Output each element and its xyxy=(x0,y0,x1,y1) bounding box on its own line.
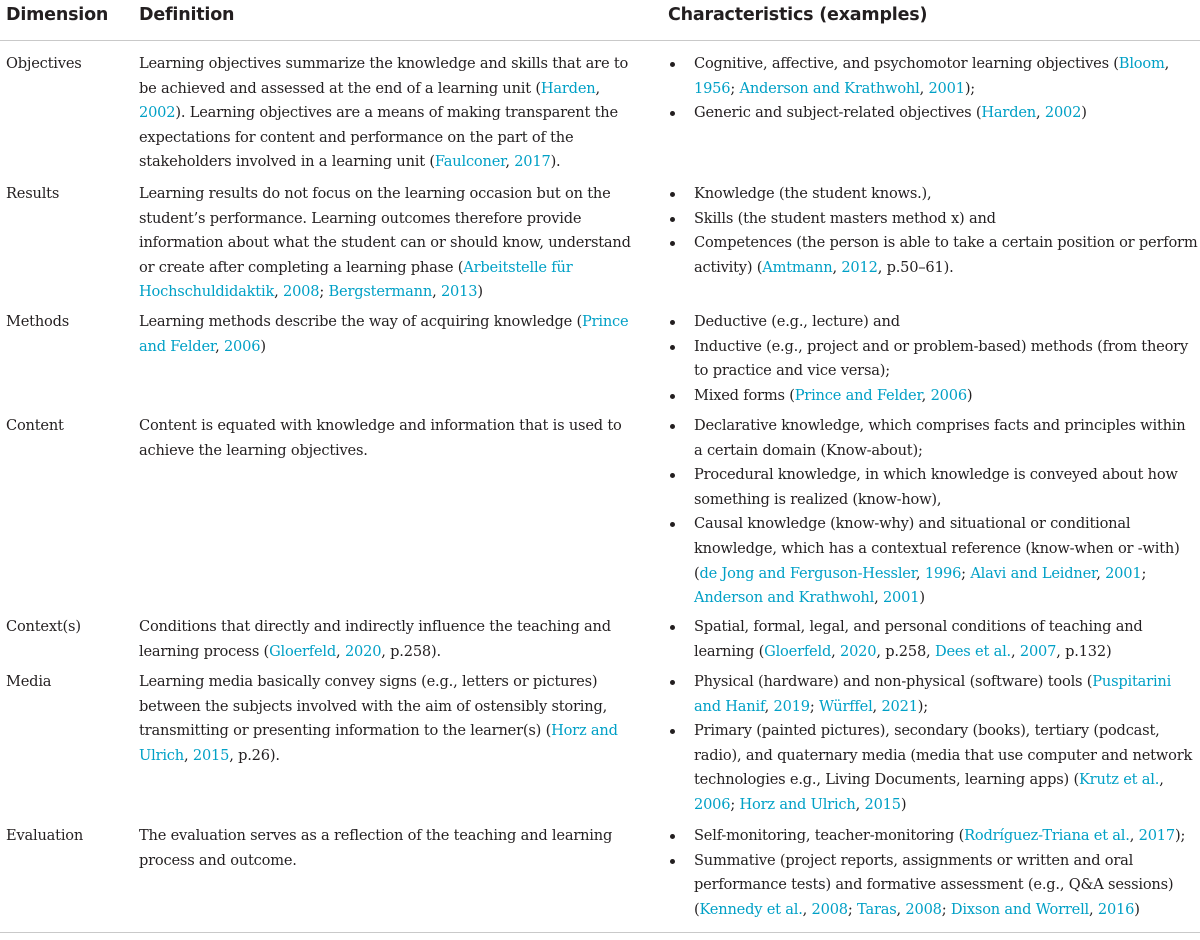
citation-link[interactable]: 2006 xyxy=(223,337,261,355)
text-segment: Learning results do not focus on the learning occasion but on the student’s performance. Learning outcomes therefore provide information about what the student can or should know, understand or create after completing a learning phase ( xyxy=(139,185,631,276)
text-segment: , xyxy=(1035,104,1045,122)
characteristics-list xyxy=(668,182,1198,280)
citation-link[interactable]: 2007 xyxy=(1019,642,1057,660)
citation-link[interactable]: 2001 xyxy=(928,79,965,97)
text-segment: , xyxy=(919,79,929,97)
text-segment: , xyxy=(505,153,515,171)
text-segment: ; xyxy=(961,564,971,582)
characteristics-cell xyxy=(668,615,1198,664)
text-segment: , xyxy=(595,79,600,97)
characteristics-list xyxy=(668,310,1198,408)
list-item xyxy=(668,182,1198,207)
characteristics-list xyxy=(668,615,1198,664)
definition-cell xyxy=(139,182,649,305)
text-segment: ; xyxy=(809,697,820,715)
text-segment: Mixed forms ( xyxy=(694,386,795,404)
header-characteristics: Characteristics (examples) xyxy=(668,5,928,25)
dimension-cell: Objectives xyxy=(6,55,82,72)
dimension-cell: Content xyxy=(6,417,64,434)
text-segment: Generic and subject-related objectives ( xyxy=(694,104,982,122)
citation-link[interactable]: 2002 xyxy=(139,104,176,122)
characteristics-list xyxy=(668,414,1198,611)
citation-link[interactable]: Dixson and Worrell xyxy=(950,900,1090,918)
citation-link[interactable]: 2002 xyxy=(1044,104,1082,122)
citation-link[interactable]: Prince and Felder xyxy=(794,386,922,404)
citation-link[interactable]: Taras xyxy=(857,900,897,918)
citation-link[interactable]: 2008 xyxy=(905,900,942,918)
text-segment: Conditions that directly and indirectly influence the teaching and learning process ( xyxy=(139,618,611,660)
text-segment: Summative (project reports, assignments or written and oral performance tests) and formative assessment (e.g., Q&A sessions) ( xyxy=(694,851,1174,918)
citation-link[interactable]: Puspitarini and Hanif xyxy=(694,673,1172,715)
list-item xyxy=(668,824,1198,849)
citation-link[interactable]: 2015 xyxy=(864,795,901,813)
list-item xyxy=(668,384,1198,409)
table-bottom-rule xyxy=(0,932,1200,933)
text-segment: , p.258). xyxy=(381,642,441,660)
characteristics-cell xyxy=(668,414,1198,611)
text-segment: Declarative knowledge, which comprises facts and principles within a certain domain (Know-about); xyxy=(694,417,1186,459)
citation-link[interactable]: Anderson and Krathwohl xyxy=(694,589,875,607)
definition-cell xyxy=(139,52,649,175)
text-segment: , xyxy=(832,258,842,276)
characteristics-list xyxy=(668,670,1198,818)
text-segment: ; xyxy=(730,795,740,813)
citation-link[interactable]: 2015 xyxy=(192,746,230,764)
text-segment: , xyxy=(432,283,441,301)
text-segment: , xyxy=(802,900,812,918)
text-segment: ); xyxy=(917,697,928,715)
header-definition: Definition xyxy=(139,5,235,25)
citation-link[interactable]: Würffel xyxy=(819,697,873,715)
text-segment: ) xyxy=(260,337,266,355)
text-segment: Cognitive, affective, and psychomotor learning objectives ( xyxy=(694,55,1119,72)
text-segment: ) xyxy=(900,795,907,813)
characteristics-cell xyxy=(668,52,1198,126)
text-segment: Primary (painted pictures), secondary (books), tertiary (podcast, radio), and quaternary media (media that use computer and network technologies e.g., Living Documents, learning apps) ( xyxy=(694,722,1193,789)
citation-link[interactable]: 2020 xyxy=(840,642,877,660)
text-segment: ). Learning objectives are a means of making transparent the expectations for content and performance on the part of the stakeholders involved in a learning unit ( xyxy=(139,104,618,171)
text-segment: , xyxy=(855,795,865,813)
text-segment: , xyxy=(183,746,193,764)
citation-link[interactable]: Anderson and Krathwohl xyxy=(739,79,920,97)
text-segment: Physical (hardware) and non-physical (software) tools ( xyxy=(694,673,1093,690)
text-segment: Skills (the student masters method x) and xyxy=(694,209,996,227)
citation-link[interactable]: Faulconer xyxy=(434,153,506,171)
citation-link[interactable]: 2001 xyxy=(1105,564,1142,582)
citation-link[interactable]: 2008 xyxy=(811,900,848,918)
citation-link[interactable]: Dees et al. xyxy=(934,642,1011,660)
definition-cell xyxy=(139,824,649,873)
list-item xyxy=(668,335,1198,384)
citation-link[interactable]: 2020 xyxy=(344,642,382,660)
text-segment: ) xyxy=(477,283,483,301)
citation-link[interactable]: Bloom xyxy=(1118,55,1165,72)
citation-link[interactable]: Kennedy et al. xyxy=(699,900,803,918)
text-segment: Learning media basically convey signs (e.g., letters or pictures) between the subjects involved with the aim of ostensibly storing, transmitting or presenting information to the learner(s) ( xyxy=(139,673,608,740)
citation-link[interactable]: 2013 xyxy=(440,283,478,301)
text-segment: , xyxy=(915,564,925,582)
text-segment: , p.258, xyxy=(876,642,935,660)
text-segment: , xyxy=(764,697,774,715)
definition-cell xyxy=(139,414,649,463)
dimension-cell: Media xyxy=(6,673,52,690)
citation-link[interactable]: 2012 xyxy=(841,258,878,276)
citation-link[interactable]: Harden xyxy=(540,79,596,97)
text-segment: , p.132) xyxy=(1056,642,1112,660)
citation-link[interactable]: Horz and Ulrich xyxy=(739,795,856,813)
citation-link[interactable]: 2001 xyxy=(882,589,920,607)
table-header xyxy=(0,0,1200,41)
citation-link[interactable]: Gloerfeld xyxy=(764,642,832,660)
citation-link[interactable]: 1996 xyxy=(924,564,962,582)
text-segment: Procedural knowledge, in which knowledge is conveyed about how something is realized (know-how), xyxy=(694,466,1178,508)
text-segment: Competences (the person is able to take a certain position or perform activity) ( xyxy=(694,234,1198,276)
text-segment: Deductive (e.g., lecture) and xyxy=(694,313,900,330)
text-segment: ; xyxy=(1141,564,1147,582)
list-item xyxy=(668,101,1198,126)
text-segment: , xyxy=(874,589,883,607)
text-segment: , xyxy=(1159,771,1164,789)
text-segment: , xyxy=(215,337,224,355)
characteristics-cell xyxy=(668,310,1198,408)
text-segment: ; xyxy=(847,900,858,918)
text-segment: Causal knowledge (know-why) and situational or conditional knowledge, which has a contextual reference (know-when or -with) ( xyxy=(694,515,1180,582)
dimension-cell: Results xyxy=(6,185,60,202)
text-segment: ) xyxy=(966,386,973,404)
text-segment: Inductive (e.g., project and or problem-based) methods (from theory to practice and vice versa); xyxy=(694,337,1188,380)
definition-cell xyxy=(139,310,649,359)
citation-link[interactable]: 2017 xyxy=(1138,827,1175,844)
list-item xyxy=(668,414,1198,463)
list-item xyxy=(668,207,1198,232)
citation-link[interactable]: 2017 xyxy=(514,153,551,171)
list-item xyxy=(668,52,1198,101)
citation-link[interactable]: de Jong and Ferguson-Hessler xyxy=(699,564,916,582)
dimension-cell: Methods xyxy=(6,313,70,330)
text-segment: , p.50–61). xyxy=(877,258,954,276)
citation-link[interactable]: Rodríguez-Triana et al. xyxy=(964,827,1130,844)
text-segment: , xyxy=(1011,642,1020,660)
characteristics-cell xyxy=(668,670,1198,818)
citation-link[interactable]: Krutz et al. xyxy=(1078,771,1160,789)
text-segment: Content is equated with knowledge and information that is used to achieve the learning objectives. xyxy=(139,417,622,459)
citation-link[interactable]: Prince and Felder xyxy=(139,313,629,355)
definition-cell xyxy=(139,670,649,768)
dimension-cell: Evaluation xyxy=(6,827,84,844)
list-item xyxy=(668,849,1198,923)
text-segment: The evaluation serves as a reflection of the teaching and learning process and outcome. xyxy=(139,827,613,869)
list-item xyxy=(668,670,1198,719)
text-segment: , xyxy=(1096,564,1106,582)
text-segment: , xyxy=(274,283,283,301)
text-segment: ; xyxy=(319,283,329,301)
text-segment: , xyxy=(896,900,906,918)
text-segment: ); xyxy=(964,79,976,97)
characteristics-list xyxy=(668,52,1198,126)
dimension-cell: Context(s) xyxy=(6,618,81,635)
citation-link[interactable]: Alavi and Leidner xyxy=(970,564,1097,582)
text-segment: Knowledge (the student knows.), xyxy=(694,185,932,202)
citation-link[interactable]: Bergstermann xyxy=(328,283,433,301)
text-segment: Learning objectives summarize the knowledge and skills that are to be achieved and assessed at the end of a learning unit ( xyxy=(139,55,629,97)
citation-link[interactable]: Horz and Ulrich xyxy=(139,722,618,764)
citation-link[interactable]: Harden xyxy=(981,104,1036,122)
citation-link[interactable]: 2008 xyxy=(282,283,320,301)
text-segment: , xyxy=(1164,55,1170,72)
text-segment: ; xyxy=(730,79,740,97)
list-item xyxy=(668,231,1198,280)
list-item xyxy=(668,615,1198,664)
text-segment: , xyxy=(872,697,882,715)
citation-link[interactable]: Gloerfeld xyxy=(269,642,337,660)
text-segment: , xyxy=(336,642,345,660)
text-segment: Learning methods describe the way of acquiring knowledge ( xyxy=(139,313,582,330)
text-segment: ) xyxy=(1081,104,1087,122)
text-segment: Spatial, formal, legal, and personal conditions of teaching and learning ( xyxy=(694,618,1143,660)
list-item xyxy=(668,512,1198,610)
text-segment: , xyxy=(921,386,931,404)
characteristics-cell xyxy=(668,182,1198,280)
text-segment: ; xyxy=(941,900,951,918)
citation-link[interactable]: 2021 xyxy=(881,697,918,715)
text-segment: ) xyxy=(1134,900,1140,918)
characteristics-list xyxy=(668,824,1198,922)
citation-link[interactable]: 2006 xyxy=(930,386,967,404)
citation-link[interactable]: 1956 xyxy=(694,79,731,97)
text-segment: Self-monitoring, teacher-monitoring ( xyxy=(694,827,965,844)
list-item xyxy=(668,310,1198,335)
citation-link[interactable]: 2016 xyxy=(1097,900,1135,918)
text-segment: , xyxy=(831,642,840,660)
definition-cell xyxy=(139,615,649,664)
list-item xyxy=(668,463,1198,512)
citation-link[interactable]: Arbeitstelle für Hochschuldidaktik xyxy=(139,258,573,301)
characteristics-cell xyxy=(668,824,1198,922)
text-segment: ). xyxy=(550,153,561,171)
header-dimension: Dimension xyxy=(6,5,109,25)
citation-link[interactable]: Amtmann xyxy=(762,258,833,276)
list-item xyxy=(668,719,1198,817)
text-segment: , p.26). xyxy=(229,746,280,764)
text-segment: ); xyxy=(1174,827,1186,844)
citation-link[interactable]: 2019 xyxy=(773,697,810,715)
citation-link[interactable]: 2006 xyxy=(694,795,731,813)
text-segment: , xyxy=(1129,827,1139,844)
text-segment: ) xyxy=(919,589,925,607)
text-segment: , xyxy=(1089,900,1098,918)
